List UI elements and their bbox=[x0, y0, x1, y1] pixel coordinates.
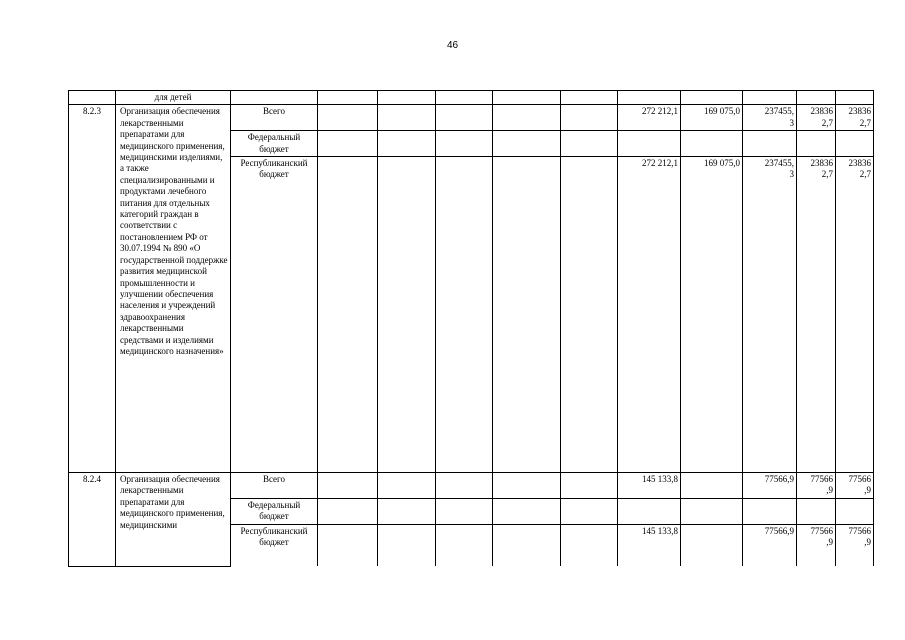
measure-name-continuation: для детей bbox=[116, 91, 231, 105]
empty-cell bbox=[378, 105, 436, 131]
amount-year-3: 77566 ,9 bbox=[797, 473, 836, 499]
funding-source: Всего bbox=[231, 105, 318, 131]
empty-cell bbox=[378, 524, 436, 566]
empty-cell bbox=[493, 498, 561, 524]
amount-year-1 bbox=[681, 498, 743, 524]
empty-cell bbox=[436, 131, 493, 157]
empty-cell bbox=[318, 157, 378, 473]
amount-year-4: 23836 2,7 bbox=[836, 105, 874, 131]
amount-year-2: 237455, 3 bbox=[743, 105, 797, 131]
funding-source: Республиканский бюджет bbox=[231, 157, 318, 473]
amount-total: 272 212,1 bbox=[618, 157, 681, 473]
empty-cell bbox=[561, 473, 618, 499]
empty-cell bbox=[493, 473, 561, 499]
amount-total: 272 212,1 bbox=[618, 105, 681, 131]
amount-year-1 bbox=[681, 473, 743, 499]
measure-name: Организация обеспечения лекарственными препаратами для медицинского применения, медицинскими изделиями, а также специализированными и продуктами лечебного питания для отдельных категорий граждан в соответствии с постановлением РФ от 30.07.1994 № 890 «О государственной поддержке развития медицинской промышленности и улучшении обеспечения населения и учреждений здравоохранения лекарственными средствами и изделиями медицинского назначения» bbox=[116, 105, 231, 473]
empty-cell bbox=[378, 131, 436, 157]
amount-year-1: 169 075,0 bbox=[681, 105, 743, 131]
amount-year-2 bbox=[743, 131, 797, 157]
empty-cell bbox=[378, 157, 436, 473]
empty-cell bbox=[318, 473, 378, 499]
amount-year-4: 77566 ,9 bbox=[836, 473, 874, 499]
empty-cell bbox=[493, 131, 561, 157]
funding-source: Республиканский бюджет bbox=[231, 524, 318, 566]
page-number: 46 bbox=[446, 40, 459, 51]
amount-year-2: 77566,9 bbox=[743, 473, 797, 499]
amount-year-2 bbox=[743, 498, 797, 524]
empty-cell bbox=[561, 131, 618, 157]
measure-code: 8.2.3 bbox=[69, 105, 116, 473]
funding-source: Федеральный бюджет bbox=[231, 498, 318, 524]
empty-cell bbox=[318, 498, 378, 524]
amount-year-2: 237455, 3 bbox=[743, 157, 797, 473]
empty-cell bbox=[493, 524, 561, 566]
amount-year-3: 77566 ,9 bbox=[797, 524, 836, 566]
empty-cell bbox=[436, 473, 493, 499]
empty-cell bbox=[561, 105, 618, 131]
amount-year-3 bbox=[797, 131, 836, 157]
amount-year-4: 23836 2,7 bbox=[836, 157, 874, 473]
empty-cell bbox=[561, 157, 618, 473]
amount-year-1: 169 075,0 bbox=[681, 157, 743, 473]
amount-year-3: 23836 2,7 bbox=[797, 105, 836, 131]
amount-total: 145 133,8 bbox=[618, 524, 681, 566]
empty-cell bbox=[378, 498, 436, 524]
amount-year-2: 77566,9 bbox=[743, 524, 797, 566]
amount-total bbox=[618, 498, 681, 524]
empty-cell bbox=[493, 157, 561, 473]
measure-code: 8.2.4 bbox=[69, 473, 116, 567]
amount-year-4: 77566 ,9 bbox=[836, 524, 874, 566]
empty-cell bbox=[436, 524, 493, 566]
empty-cell bbox=[561, 524, 618, 566]
source-row bbox=[69, 105, 874, 131]
empty-cell bbox=[493, 105, 561, 131]
empty-cell bbox=[318, 105, 378, 131]
source-row bbox=[69, 473, 874, 499]
empty-cell bbox=[436, 105, 493, 131]
amount-year-3: 23836 2,7 bbox=[797, 157, 836, 473]
empty-cell bbox=[318, 131, 378, 157]
empty-cell bbox=[436, 498, 493, 524]
funding-source: Федеральный бюджет bbox=[231, 131, 318, 157]
program-measures-table bbox=[68, 90, 874, 567]
amount-total: 145 133,8 bbox=[618, 473, 681, 499]
code-cell bbox=[69, 91, 116, 105]
empty-cell bbox=[318, 524, 378, 566]
empty-cell bbox=[378, 473, 436, 499]
amount-total bbox=[618, 131, 681, 157]
amount-year-4 bbox=[836, 498, 874, 524]
amount-year-3 bbox=[797, 498, 836, 524]
continuation-row bbox=[69, 91, 874, 105]
amount-year-4 bbox=[836, 131, 874, 157]
amount-year-1 bbox=[681, 524, 743, 566]
amount-year-1 bbox=[681, 131, 743, 157]
funding-source: Всего bbox=[231, 473, 318, 499]
empty-cell bbox=[561, 498, 618, 524]
measure-name: Организация обеспечения лекарственными препаратами для медицинского применения, медицинскими bbox=[116, 473, 231, 567]
empty-cell bbox=[436, 157, 493, 473]
